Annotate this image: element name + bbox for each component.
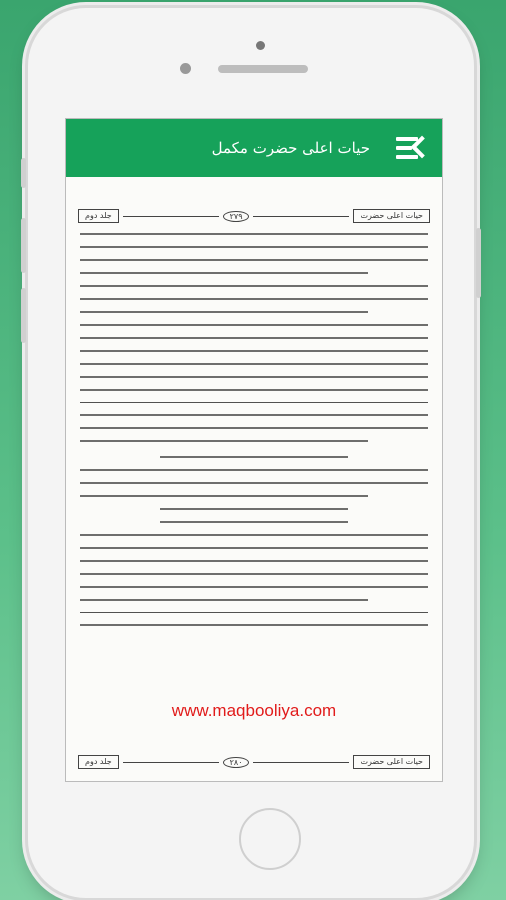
app-title: حیات اعلی حضرت مکمل bbox=[211, 139, 370, 157]
page-footer-ornament bbox=[78, 755, 430, 769]
app-bar bbox=[66, 119, 442, 177]
sensor-icon bbox=[180, 63, 191, 74]
page-text-body bbox=[80, 233, 428, 637]
volume-up-button bbox=[21, 218, 26, 273]
header-page-number: ۲۷۹ bbox=[223, 211, 249, 222]
watermark-url: www.maqbooliya.com bbox=[171, 701, 337, 720]
power-button bbox=[476, 228, 481, 298]
home-button[interactable] bbox=[239, 808, 301, 870]
footer-right-label: حیات اعلی حضرت bbox=[353, 755, 430, 769]
menu-back-icon[interactable] bbox=[396, 135, 430, 161]
mute-switch bbox=[21, 158, 26, 188]
page-header-ornament bbox=[78, 209, 430, 223]
footer-left-label: جلد دوم bbox=[78, 755, 119, 769]
book-page[interactable] bbox=[66, 177, 442, 781]
volume-down-button bbox=[21, 288, 26, 343]
app-screen bbox=[65, 118, 443, 782]
header-left-label: جلد دوم bbox=[78, 209, 119, 223]
front-camera-icon bbox=[256, 41, 265, 50]
earpiece-speaker bbox=[218, 65, 308, 73]
footer-page-number: ۲۸۰ bbox=[223, 757, 249, 768]
header-right-label: حیات اعلی حضرت bbox=[353, 209, 430, 223]
